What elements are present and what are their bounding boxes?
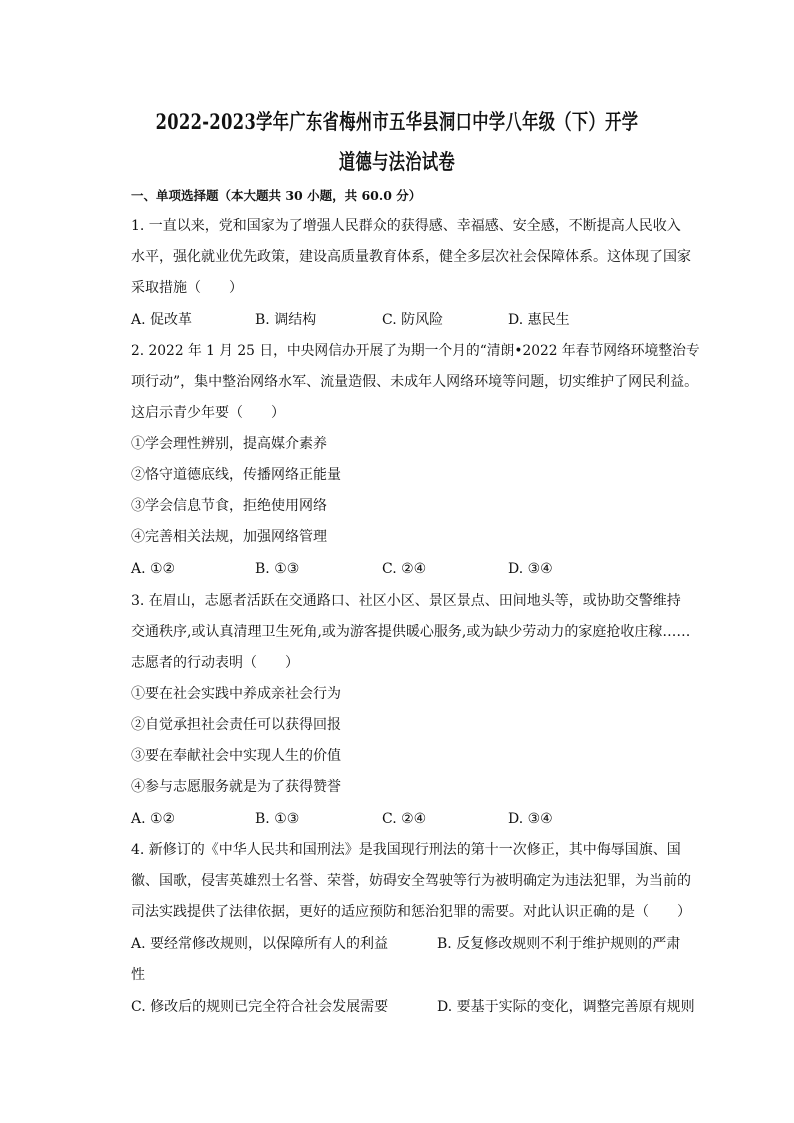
question-3-line-2: 交通秩序,或认真清理卫生死角,或为游客提供暖心服务,或为缺少劳动力的家庭抢收庄稼……: [131, 624, 691, 640]
question-4-option-b: B. 反复修改规则不利于维护规则的严肃: [437, 936, 681, 952]
question-1-option-d: D. 惠民生: [508, 312, 570, 328]
question-4-line-3: 司法实践提供了法律依据，更好的适应预防和惩治犯罪的需要。对此认识正确的是（ ）: [131, 904, 691, 920]
question-2-statement-1: ①学会理性辨别，提高媒介素养: [131, 436, 327, 452]
question-3-statement-2: ②自觉承担社会责任可以获得回报: [131, 717, 341, 733]
question-1-line-2: 水平，强化就业优先政策，建设高质量教育体系，健全多层次社会保障体系。这体现了国家: [131, 249, 691, 265]
question-2-option-c: C. ②④: [382, 561, 427, 577]
question-1-option-b: B. 调结构: [255, 312, 317, 328]
question-2-line-1: 2. 2022 年 1 月 25 日，中央网信办开展了为期一个月的“清朗•2022 年春节网络环境整治专: [131, 343, 700, 359]
question-4-option-d: D. 要基于实际的变化，调整完善原有规则: [437, 999, 695, 1015]
question-1-option-a: A. 促改革: [131, 312, 193, 328]
question-2-option-a: A. ①②: [131, 561, 176, 577]
question-2-option-b: B. ①③: [255, 561, 300, 577]
question-1-option-c: C. 防风险: [382, 312, 444, 328]
question-3-option-a: A. ①②: [131, 811, 176, 827]
question-4-line-2: 徽、国歌，侵害英雄烈士名誉、荣誉，妨碍安全驾驶等行为被明确定为违法犯罪，为当前的: [131, 873, 691, 889]
question-3-line-1: 3. 在眉山，志愿者活跃在交通路口、社区小区、景区景点、田间地头等，或协助交警维持: [131, 593, 681, 609]
question-3-statement-4: ④参与志愿服务就是为了获得赞誉: [131, 779, 341, 795]
question-1-line-1: 1. 一直以来，党和国家为了增强人民群众的获得感、幸福感、安全感，不断提高人民收入: [131, 218, 681, 234]
question-2-statement-4: ④完善相关法规，加强网络管理: [131, 529, 327, 545]
question-3-statement-3: ③要在奉献社会中实现人生的价值: [131, 748, 341, 764]
question-3-statement-1: ①要在社会实践中养成亲社会行为: [131, 686, 341, 702]
question-2-line-2: 项行动”，集中整治网络水军、流量造假、未成年人网络环境等问题，切实维护了网民利益。: [131, 374, 699, 390]
question-2-statement-3: ③学会信息节食，拒绝使用网络: [131, 498, 327, 514]
section-heading: 一、单项选择题（本大题共 30 小题，共 60.0 分）: [131, 188, 422, 203]
question-3-option-b: B. ①③: [255, 811, 300, 827]
question-3-option-c: C. ②④: [382, 811, 427, 827]
question-4-option-a: A. 要经常修改规则，以保障所有人的利益: [131, 936, 389, 952]
question-4-line-1: 4. 新修订的《中华人民共和国刑法》是我国现行刑法的第十一次修正，其中侮辱国旗、国: [131, 842, 681, 858]
question-2-option-d: D. ③④: [508, 561, 553, 577]
question-1-line-3: 采取措施（ ）: [131, 280, 243, 296]
question-4-option-c: C. 修改后的规则已完全符合社会发展需要: [131, 999, 389, 1015]
question-2-statement-2: ②恪守道德底线，传播网络正能量: [131, 467, 341, 483]
question-4-option-b-continued: 性: [131, 967, 145, 983]
question-3-option-d: D. ③④: [508, 811, 553, 827]
question-2-line-3: 这启示青少年要（ ）: [131, 405, 285, 421]
exam-title-line-2: 道德与法治试卷: [338, 149, 456, 174]
question-3-line-3: 志愿者的行动表明（ ）: [131, 655, 299, 671]
exam-title-line-1: 2022-2023学年广东省梅州市五华县洞口中学八年级（下）开学: [155, 109, 639, 134]
